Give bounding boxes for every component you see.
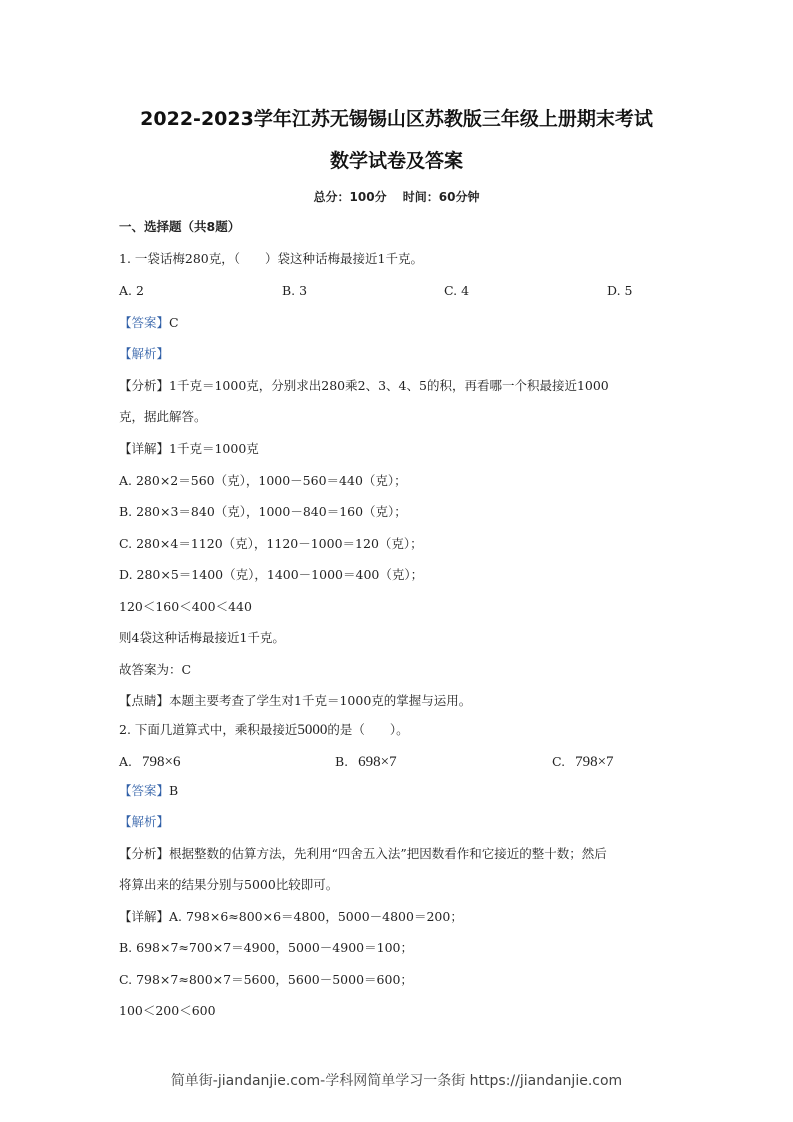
total-score: 总分：100分 <box>313 190 387 204</box>
q2-option-c: C. 798×7 <box>552 754 614 770</box>
q2-stem: 2. 下面几道算式中，乘积最接近5000的是（ ）。 <box>119 722 409 738</box>
q1-fenxi-line2: 克，据此解答。 <box>119 409 207 424</box>
fenxi-tag: 【分析】 <box>119 846 170 861</box>
q2-analysis-tag: 【解析】 <box>119 814 170 829</box>
section-heading: 一、选择题（共8题） <box>119 219 241 234</box>
answer-tag: 【答案】 <box>119 315 170 330</box>
q1-step: B. 280×3＝840（克），1000－840＝160（克）； <box>119 504 407 519</box>
q1-stem: 1. 一袋话梅280克，（ ）袋这种话梅最接近1千克。 <box>119 251 423 266</box>
q1-answer <box>119 315 179 331</box>
q2-fenxi-line1: 【分析】根据整数的估算方法，先利用“四舍五入法”把因数看作和它接近的整十数；然后 <box>119 846 607 861</box>
answer-value: C <box>169 315 179 330</box>
q1-analysis-tag: 【解析】 <box>119 346 170 361</box>
q2-comparison: 100＜200＜600 <box>119 1003 216 1018</box>
q1-comparison: 120＜160＜400＜440 <box>119 599 252 614</box>
q2-step: C. 798×7≈800×7＝5600，5600－5000＝600； <box>119 972 413 987</box>
dianjing-tag: 【点睛】 <box>119 693 170 708</box>
page-title-line2: 数学试卷及答案 <box>329 150 463 172</box>
q1-xiangjie: 【详解】1千克＝1000克 <box>119 441 259 456</box>
q1-option-d: D. 5 <box>607 283 633 298</box>
q1-option-b: B. 3 <box>282 283 308 298</box>
page-title-line1: 2022-2023学年江苏无锡锡山区苏教版三年级上册期末考试 <box>140 108 653 130</box>
q2-option-a: A. 798×6 <box>119 754 181 770</box>
q2-option-b: B. 698×7 <box>335 754 397 770</box>
q1-fenxi-line1: 【分析】1千克＝1000克，分别求出280乘2、3、4、5的积，再看哪一个积最接近1000 <box>119 378 609 393</box>
q1-dianjing: 【点睛】本题主要考查了学生对1千克＝1000克的掌握与运用。 <box>119 693 472 708</box>
xiangjie-tag: 【详解】 <box>119 909 170 924</box>
q1-step: A. 280×2＝560（克），1000－560＝440（克）； <box>119 473 407 488</box>
fenxi-tag: 【分析】 <box>119 378 170 393</box>
q1-option-c: C. 4 <box>444 283 470 298</box>
target-number: 5000 <box>297 722 328 738</box>
answer-tag: 【答案】 <box>119 783 170 798</box>
exam-meta <box>0 188 793 205</box>
answer-value: B <box>169 783 179 798</box>
q1-conclusion: 则4袋这种话梅最接近1千克。 <box>119 630 285 645</box>
q1-final-answer: 故答案为：C <box>119 662 192 677</box>
q1-step: D. 280×5＝1400（克），1400－1000＝400（克）； <box>119 567 424 582</box>
q2-fenxi-line2: 将算出来的结果分别与5000比较即可。 <box>119 877 339 892</box>
site-footer-watermark: 简单街-jiandanjie.com-学科网简单学习一条街 https://jiandanjie.com <box>170 1073 623 1089</box>
q2-answer <box>119 783 178 799</box>
q2-step: B. 698×7≈700×7＝4900，5000－4900＝100； <box>119 940 413 955</box>
q2-xiangjie: 【详解】A. 798×6≈800×6＝4800，5000－4800＝200； <box>119 909 463 924</box>
q1-step: C. 280×4＝1120（克），1120－1000＝120（克）； <box>119 536 423 551</box>
time-limit: 时间：60分钟 <box>402 190 480 204</box>
q1-option-a: A. 2 <box>119 283 144 298</box>
xiangjie-tag: 【详解】 <box>119 441 170 456</box>
